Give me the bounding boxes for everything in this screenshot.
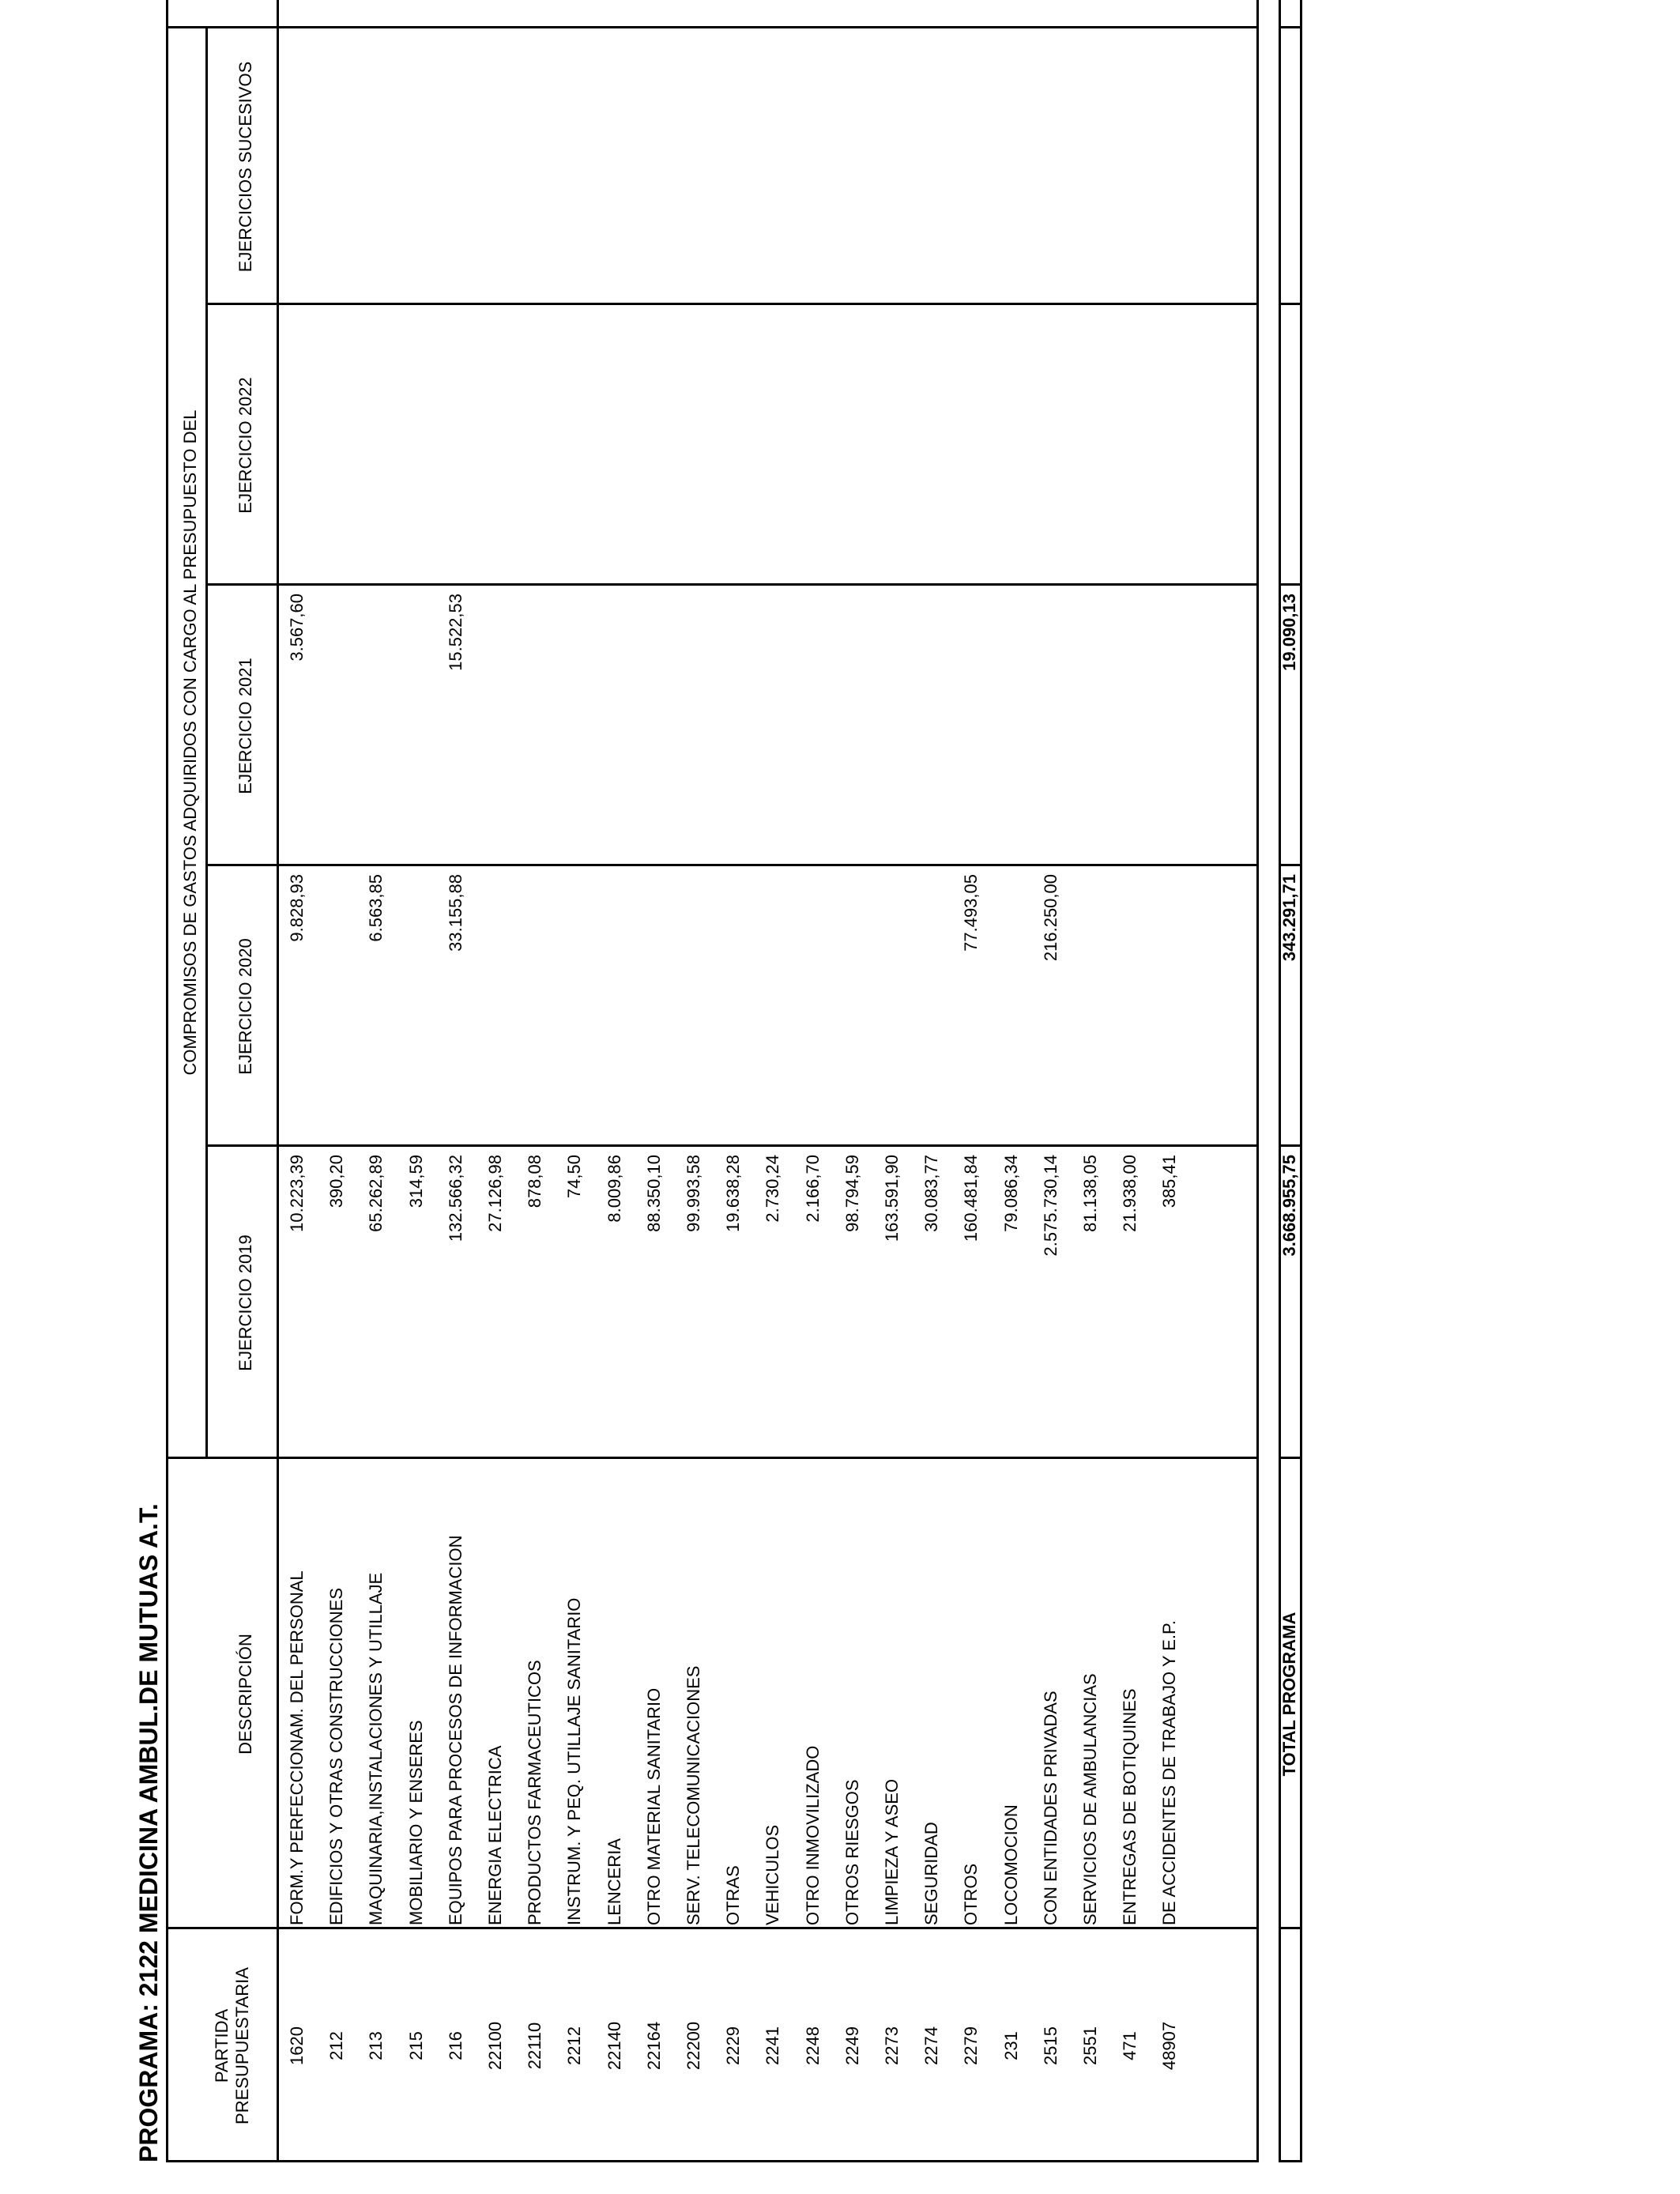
cell-code: 48907 [1159, 2021, 1180, 2071]
table-top-border [166, 0, 168, 2162]
cell-y2019: 878,08 [525, 1155, 545, 1208]
header-ejercicio-2020: EJERCICIO 2020 [235, 938, 255, 1075]
total-left-border [1279, 2160, 1302, 2162]
header-compromisos: COMPROMISOS DE GASTOS ADQUIRIDOS CON CARGO AL PRESUPUESTO DEL [180, 409, 200, 1076]
cell-desc: DE ACCIDENTES DE TRABAJO Y E.P. [1159, 1620, 1180, 1925]
cell-y2020: 6.563,85 [366, 874, 386, 942]
cell-y2019: 21.938,00 [1120, 1155, 1140, 1232]
cell-y2019: 81.138,05 [1080, 1155, 1100, 1232]
cell-y2019: 132.566,32 [445, 1155, 465, 1242]
cell-desc: MAQUINARIA,INSTALACIONES Y UTILLAJE [366, 1572, 386, 1925]
cell-y2019: 2.730,24 [763, 1155, 783, 1223]
cell-code: 22140 [604, 2021, 624, 2071]
header-ejercicio-2019: EJERCICIO 2019 [235, 1235, 255, 1371]
cell-y2020: 216.250,00 [1040, 874, 1060, 962]
col-sep-sucesivos [205, 303, 1259, 305]
cell-y2019: 88.350,10 [643, 1155, 664, 1232]
cell-desc: OTRO MATERIAL SANITARIO [643, 1687, 664, 1925]
cell-code: 2551 [1080, 2026, 1100, 2065]
cell-code: 22110 [525, 2022, 545, 2070]
cell-desc: INSTRUM. Y PEQ. UTILLAJE SANITARIO [564, 1597, 585, 1925]
cell-desc: FORM.Y PERFECCIONAM. DEL PERSONAL [287, 1570, 307, 1925]
cell-code: 22200 [684, 2021, 703, 2071]
cell-y2019: 314,59 [405, 1155, 426, 1208]
total-right-border [1279, 26, 1302, 28]
header-bottom-border [277, 0, 279, 2162]
cell-code: 2212 [564, 2026, 585, 2065]
cell-y2020: 9.828,93 [287, 874, 307, 942]
cell-y2020: 33.155,88 [445, 874, 465, 952]
cell-code: 2273 [882, 2026, 902, 2065]
col-sep-2021 [205, 864, 1259, 866]
cell-code: 212 [326, 2031, 347, 2060]
cell-y2019: 98.794,59 [842, 1155, 862, 1232]
cell-desc: SERV. TELECOMUNICACIONES [684, 1665, 703, 1925]
header-presupuestaria: PRESUPUESTARIA [232, 1967, 252, 2124]
header-ejercicios-sucesivos: EJERCICIOS SUCESIVOS [235, 61, 255, 273]
header-partida: PARTIDA [212, 2008, 232, 2083]
cell-code: 2515 [1040, 2026, 1060, 2065]
cell-desc: ENTREGAS DE BOTIQUINES [1120, 1688, 1140, 1925]
cell-code: 2274 [921, 2026, 942, 2065]
cell-y2019: 2.166,70 [802, 1155, 823, 1223]
col-sep-2022 [205, 583, 1259, 586]
cell-y2019: 2.575.730,14 [1040, 1155, 1060, 1257]
cell-desc: OTROS [961, 1863, 981, 1925]
cell-y2019: 79.086,34 [1000, 1155, 1021, 1232]
cell-desc: LENCERIA [604, 1838, 624, 1925]
cell-desc: EDIFICIOS Y OTRAS CONSTRUCCIONES [326, 1587, 347, 1925]
cell-y2019: 74,50 [564, 1155, 585, 1199]
cell-y2019: 30.083,77 [921, 1155, 942, 1232]
compromisos-underline [205, 26, 208, 1459]
cell-desc: LIMPIEZA Y ASEO [882, 1778, 902, 1925]
cell-y2019: 65.262,89 [366, 1155, 386, 1232]
cell-desc: ENERGIA ELECTRICA [485, 1745, 505, 1925]
right-border [166, 26, 1259, 28]
cell-desc: SEGURIDAD [921, 1822, 942, 1925]
header-ejercicio-2022: EJERCICIO 2022 [235, 377, 255, 514]
cell-desc: OTROS RIESGOS [842, 1779, 862, 1925]
cell-desc: VEHICULOS [763, 1824, 783, 1925]
cell-y2020: 77.493,05 [961, 874, 981, 952]
cell-code: 231 [1000, 2031, 1021, 2060]
cell-y2019: 160.481,84 [961, 1155, 981, 1242]
cell-code: 216 [445, 2031, 465, 2060]
cell-y2019: 8.009,86 [604, 1155, 624, 1223]
cell-desc: CON ENTIDADES PRIVADAS [1040, 1691, 1060, 1925]
cell-desc: OTRAS [723, 1865, 744, 1925]
total-2021: 19.090,13 [1279, 594, 1299, 671]
cell-code: 2248 [802, 2026, 823, 2065]
cell-code: 2241 [763, 2026, 783, 2065]
cell-code: 22100 [485, 2021, 505, 2071]
cell-y2021: 15.522,53 [445, 594, 465, 671]
cell-code: 22164 [643, 2021, 664, 2071]
cell-y2019: 19.638,28 [723, 1155, 744, 1232]
cell-code: 2279 [961, 2026, 981, 2065]
cell-code: 213 [366, 2031, 386, 2060]
cell-y2019: 163.591,90 [882, 1155, 902, 1242]
header-ejercicio-2021: EJERCICIO 2021 [235, 658, 255, 794]
total-label: TOTAL PROGRAMA [1279, 1612, 1299, 1777]
col-sep-2020 [205, 1144, 1259, 1147]
cell-desc: PRODUCTOS FARMACEUTICOS [525, 1660, 545, 1925]
cell-desc: EQUIPOS PARA PROCESOS DE INFORMACION [445, 1535, 465, 1925]
total-2019: 3.668.955,75 [1279, 1155, 1299, 1257]
cell-code: 471 [1120, 2031, 1140, 2060]
cell-desc: LOCOMOCION [1000, 1804, 1021, 1925]
total-2020: 343.291,71 [1279, 874, 1299, 962]
cell-y2019: 10.223,39 [287, 1155, 307, 1232]
page-title: PROGRAMA: 2122 MEDICINA AMBUL.DE MUTUAS A.T. [134, 1503, 163, 2162]
header-descripcion: DESCRIPCIÓN [235, 1634, 255, 1755]
cell-code: 215 [405, 2031, 426, 2060]
cell-code: 2229 [723, 2026, 744, 2065]
table-bottom-border [1256, 0, 1259, 2162]
cell-code: 2249 [842, 2026, 862, 2065]
total-bottom-border [1300, 0, 1302, 2162]
cell-y2021: 3.567,60 [287, 594, 307, 662]
cell-y2019: 27.126,98 [485, 1155, 505, 1232]
cell-y2019: 390,20 [326, 1155, 347, 1208]
cell-desc: OTRO INMOVILIZADO [802, 1745, 823, 1925]
cell-code: 1620 [287, 2026, 307, 2065]
cell-desc: MOBILIARIO Y ENSERES [405, 1720, 426, 1925]
cell-desc: SERVICIOS DE AMBULANCIAS [1080, 1673, 1100, 1925]
cell-y2019: 99.993,58 [684, 1155, 703, 1232]
cell-y2019: 385,41 [1159, 1155, 1180, 1208]
